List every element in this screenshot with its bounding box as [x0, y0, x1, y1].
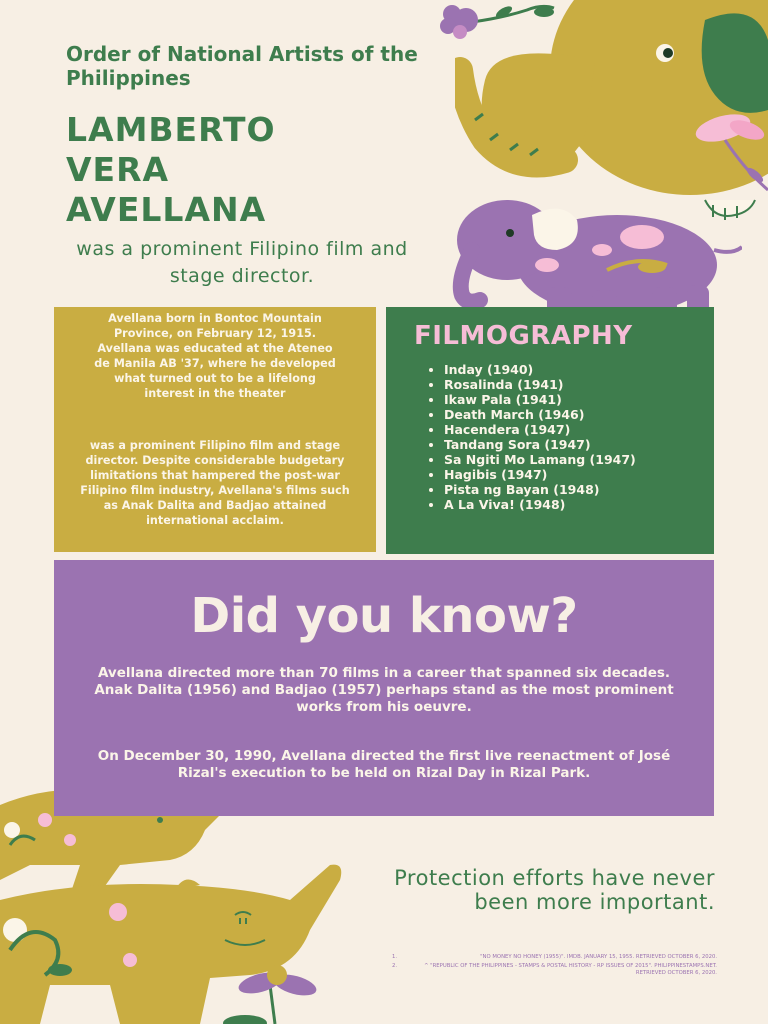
tagline: was a prominent Filipino film and stage director.	[76, 238, 408, 287]
protection-statement: Protection efforts have never been more important.	[394, 866, 715, 914]
did-you-know-box	[54, 560, 714, 816]
elephant-purple-illustration	[452, 195, 742, 320]
did-you-know-paragraph-1: Avellana directed more than 70 films in a career that spanned six decades. Anak Dalita (1956) and Badjao (1957) perhaps stand as the most prominent works from his oeuvre.	[94, 665, 674, 715]
order-title: Order of National Artists of the Philippines	[66, 42, 418, 90]
filmography-item: • Inday (1940)	[444, 362, 684, 377]
reference-text: "NO MONEY NO HONEY (1955)". IMDB. JANUARY 15, 1955. RETRIEVED OCTOBER 6, 2020.	[480, 954, 717, 960]
artist-name-line-1: LAMBERTO	[66, 110, 276, 149]
filmography-item: • Hagibis (1947)	[444, 467, 684, 482]
filmography-item: • Rosalinda (1941)	[444, 377, 684, 392]
filmography-item: • Ikaw Pala (1941)	[444, 392, 684, 407]
filmography-item: • A La Viva! (1948)	[444, 497, 684, 512]
filmography-item: • Death March (1946)	[444, 407, 684, 422]
filmography-item: • Tandang Sora (1947)	[444, 437, 684, 452]
filmography-item: • Sa Ngiti Mo Lamang (1947)	[444, 452, 684, 467]
filmography-item: • Hacendera (1947)	[444, 422, 684, 437]
flower-bottom-icon	[215, 965, 335, 1024]
filmography-item: • Pista ng Bayan (1948)	[444, 482, 684, 497]
artist-name-line-3: AVELLANA	[66, 190, 267, 229]
filmography-heading: FILMOGRAPHY	[414, 321, 633, 351]
reference-text: ^ "REPUBLIC OF THE PHILIPPINES - STAMPS & POSTAL HISTORY - RP ISSUES OF 2015". PHILIPPINESTAMPS.NET. RETRIEVED OCTOBER 6, 2020.	[424, 963, 717, 976]
biography-paragraph-1: Avellana born in Bontoc Mountain Province, on February 12, 1915. Avellana was educated at the Ateneo de Manila AB '37, where he developed what turned out to be a lifelong interest in the theater	[94, 312, 336, 400]
filmography-box	[386, 307, 714, 554]
references-list	[392, 954, 717, 979]
did-you-know-title: Did you know?	[190, 588, 578, 644]
reference-item	[392, 963, 717, 977]
filmography-list	[426, 362, 684, 512]
biography-paragraph-2: was a prominent Filipino film and stage director. Despite considerable budgetary limitations that hampered the post-war Filipino film industry, Avellana's films such as Anak Dalita and Badjao attained international acclaim.	[80, 439, 350, 527]
biography-box	[54, 307, 376, 552]
reference-number: 2.	[392, 963, 398, 969]
reference-number: 1.	[392, 954, 398, 960]
artist-name-line-2: VERA	[66, 150, 170, 189]
did-you-know-paragraph-2: On December 30, 1990, Avellana directed the first live reenactment of José Rizal's execution to be held on Rizal Day in Rizal Park.	[97, 748, 671, 781]
reference-item	[392, 954, 717, 961]
